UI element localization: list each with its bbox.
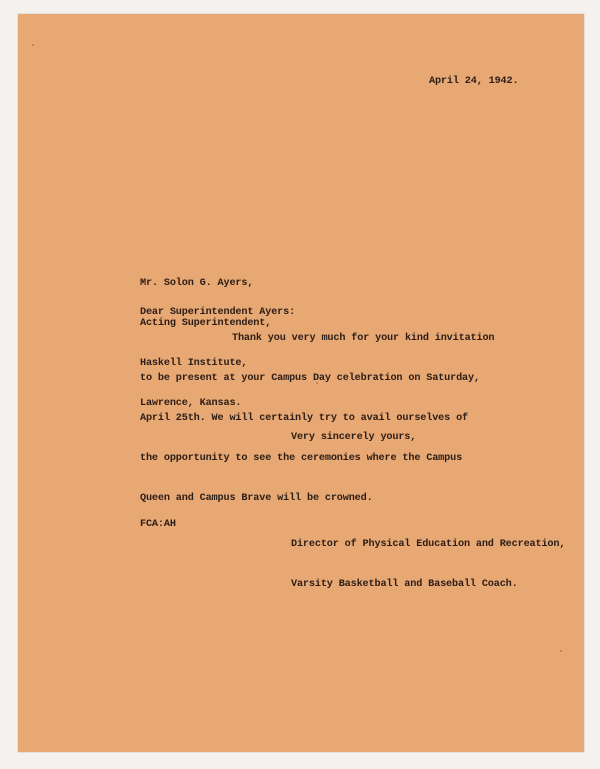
typist-initials: FCA:AH <box>140 519 176 530</box>
signature-title <box>291 511 565 605</box>
body-line: the opportunity to see the ceremonies where the Campus <box>140 453 463 465</box>
body-line: April 25th. We will certainly try to avail ourselves of <box>140 413 468 425</box>
address-line: Mr. Solon G. Ayers, <box>140 277 254 289</box>
salutation: Dear Superintendent Ayers: <box>140 307 296 318</box>
body-line: Queen and Campus Brave will be crowned. <box>140 493 373 505</box>
body-first-line: Thank you very much for your kind invitation <box>232 333 495 344</box>
signature-title-line: Varsity Basketball and Baseball Coach. <box>291 579 518 591</box>
closing: Very sincerely yours, <box>291 432 417 443</box>
paper-speck <box>32 44 34 46</box>
address-line: Haskell Institute, <box>140 358 248 370</box>
body-line: to be present at your Campus Day celebration on Saturday, <box>140 372 480 384</box>
letter-date: April 24, 1942. <box>429 76 519 87</box>
paper-speck <box>560 650 562 652</box>
signature-title-line: Director of Physical Education and Recreation, <box>291 538 566 550</box>
address-line: Acting Superintendent, <box>140 318 272 330</box>
address-line: Lawrence, Kansas. <box>140 398 242 410</box>
